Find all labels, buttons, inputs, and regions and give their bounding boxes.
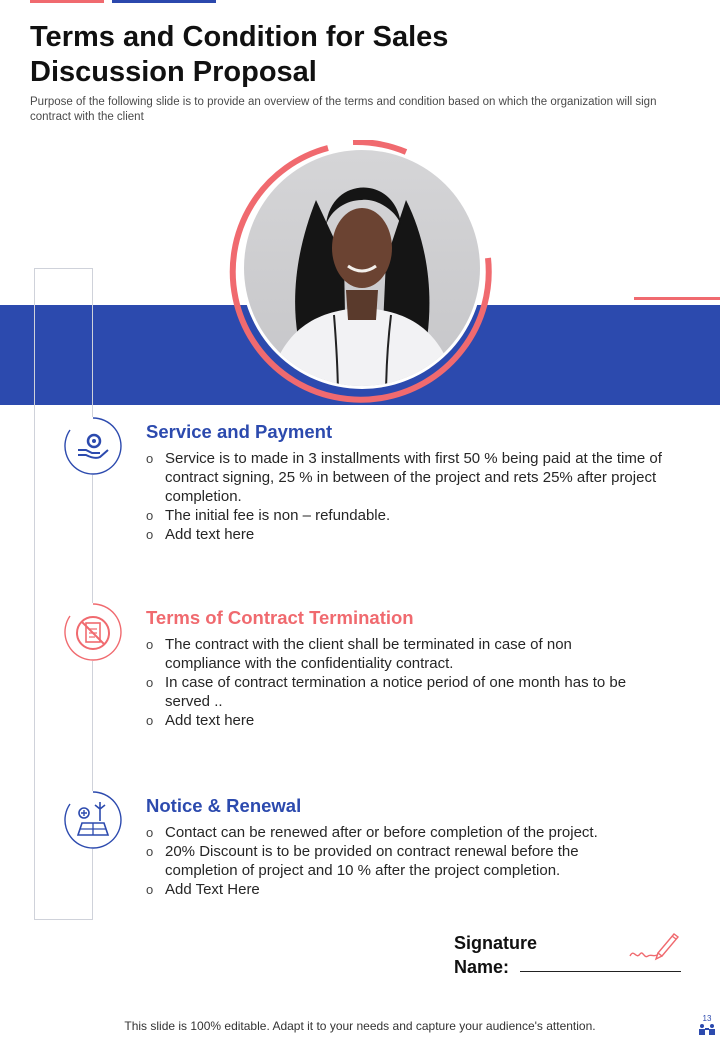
contract-termination-list [146,635,636,730]
list-item: o Add text here [146,525,691,544]
list-item: o In case of contract termination a notice period of one month has to be served .. [146,673,636,711]
notice-renewal-list [146,823,636,899]
pen-signature-icon [628,926,684,966]
red-rule [634,297,720,300]
section-notice-renewal [146,795,636,899]
footer-note: This slide is 100% editable. Adapt it to your needs and capture your audience's attention. [124,1019,596,1033]
top-accent-blue [112,0,216,3]
renewable-energy-icon [64,791,122,849]
list-item: o The initial fee is non – refundable. [146,506,691,525]
termination-icon-circle [64,603,122,661]
renewal-icon-circle [64,791,122,849]
page-subtitle: Purpose of the following slide is to provide an overview of the terms and condition based on which the organization will sign contract with the client [30,96,657,123]
list-item: o Service is to made in 3 installments with first 50 % being paid at the time of contract signing, 25 % in between of the project and rets 25% after project completion. [146,449,691,506]
list-item: o The contract with the client shall be terminated in case of non compliance with the confidentiality contract. [146,635,636,673]
list-item: o Add text here [146,711,636,730]
section-title-service-payment: Service and Payment [146,421,333,442]
list-item: o Contact can be renewed after or before completion of the project. [146,823,636,842]
service-icon-circle [64,417,122,475]
signature-input-line[interactable] [520,971,681,972]
page-number-badge [697,1014,717,1036]
section-service-payment [146,421,691,544]
top-accent-red [30,0,104,3]
list-item: o 20% Discount is to be provided on contract renewal before the completion of project and 10 % after the project completion. [146,842,636,880]
list-item: o Add Text Here [146,880,636,899]
signature-line1: Signature [454,933,538,953]
no-document-icon [64,603,122,661]
signature-line2: Name: [454,957,510,977]
hand-gear-icon [64,417,122,475]
page-number: 13 [702,1014,712,1023]
section-contract-termination [146,607,636,730]
portrait-photo [226,140,498,412]
page-title: Terms and Condition for Sales Discussion Proposal [30,21,449,88]
section-title-notice-renewal: Notice & Renewal [146,795,302,816]
service-payment-list [146,449,691,544]
section-title-contract-termination: Terms of Contract Termination [146,607,414,628]
